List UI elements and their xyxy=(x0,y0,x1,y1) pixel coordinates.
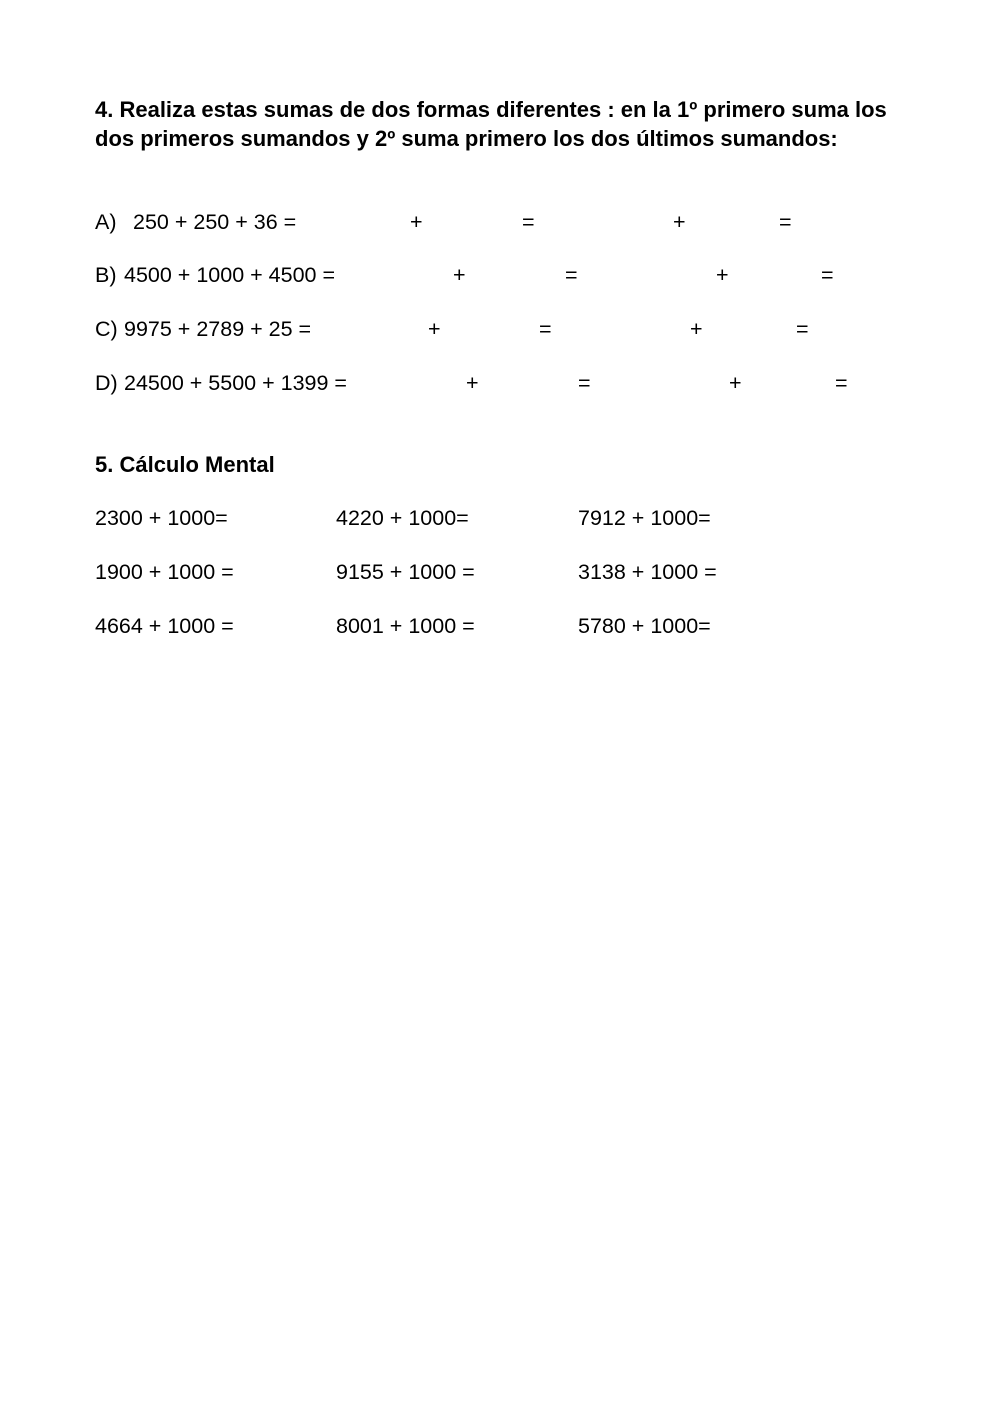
row-expression: 24500 + 5500 + 1399 = xyxy=(124,371,347,395)
plus-sign: + xyxy=(410,210,423,234)
equals-sign: = xyxy=(796,317,809,341)
plus-sign: + xyxy=(690,317,703,341)
plus-sign: + xyxy=(453,263,466,287)
exercise-4-title: 4. Realiza estas sumas de dos formas diferentes : en la 1º primero suma los dos primeros sumandos y 2º suma primero los dos últimos sumandos: xyxy=(95,97,887,151)
equals-sign: = xyxy=(539,317,552,341)
mental-calc-item: 1900 + 1000 = xyxy=(95,560,234,584)
equals-sign: = xyxy=(779,210,792,234)
plus-sign: + xyxy=(466,371,479,395)
mental-calc-item: 9155 + 1000 = xyxy=(336,560,475,584)
plus-sign: + xyxy=(729,371,742,395)
row-expression: 250 + 250 + 36 = xyxy=(133,210,297,234)
mental-calc-item: 2300 + 1000= xyxy=(95,506,228,530)
plus-sign: + xyxy=(716,263,729,287)
row-label: C) xyxy=(95,317,118,341)
equals-sign: = xyxy=(835,371,848,395)
exercise-5-title: 5. Cálculo Mental xyxy=(95,452,275,477)
equals-sign: = xyxy=(522,210,535,234)
mental-calc-item: 4664 + 1000 = xyxy=(95,614,234,638)
row-label: D) xyxy=(95,371,118,395)
mental-calc-item: 8001 + 1000 = xyxy=(336,614,475,638)
row-expression: 4500 + 1000 + 4500 = xyxy=(124,263,336,287)
row-label: A) xyxy=(95,210,117,234)
row-expression: 9975 + 2789 + 25 = xyxy=(124,317,312,341)
row-label: B) xyxy=(95,263,117,287)
equals-sign: = xyxy=(578,371,591,395)
plus-sign: + xyxy=(673,210,686,234)
mental-calc-item: 3138 + 1000 = xyxy=(578,560,717,584)
equals-sign: = xyxy=(821,263,834,287)
mental-calc-item: 7912 + 1000= xyxy=(578,506,711,530)
mental-calc-item: 4220 + 1000= xyxy=(336,506,469,530)
mental-calc-item: 5780 + 1000= xyxy=(578,614,711,638)
plus-sign: + xyxy=(428,317,441,341)
equals-sign: = xyxy=(565,263,578,287)
